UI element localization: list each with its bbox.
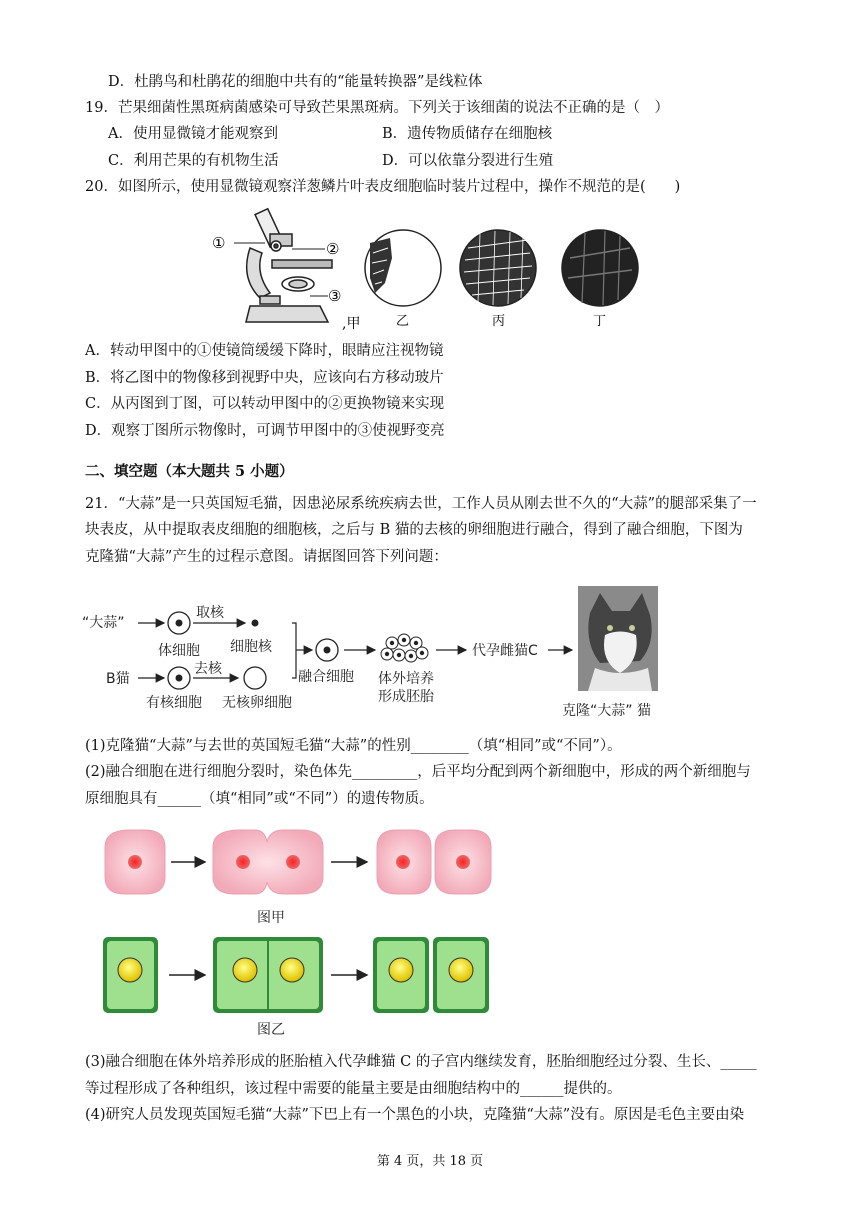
label-two: ②	[326, 240, 340, 258]
animal-cell-2	[213, 830, 323, 894]
q21-p1: (1)克隆猫“大蒜”与去世的英国短毛猫“大蒜”的性别________（填“相同”或“不同”）。	[85, 738, 622, 754]
q20-stem: 20．如图所示，使用显微镜观察洋葱鳞片叶表皮细胞临时装片过程中，操作不规范的是( )	[85, 179, 681, 195]
q19-option-d: D．可以依靠分裂进行生殖	[382, 153, 554, 169]
fig-yi-caption: 图乙	[257, 1022, 285, 1038]
label-bing: 丙	[492, 314, 506, 329]
q19-option-b: B．遗传物质储存在细胞核	[382, 126, 553, 142]
flow-dasuan: “大蒜”	[82, 615, 125, 631]
flow-ti-xibao: 体细胞	[158, 643, 200, 659]
cat-photo	[578, 586, 658, 691]
q21-p2-2: 原细胞具有______（填“相同”或“不同”）的遗传物质。	[85, 791, 434, 807]
page-footer: 第 4 页，共 18 页	[376, 1154, 484, 1169]
flow-wuhe: 无核卵细胞	[222, 695, 292, 711]
q21-p3-2: 等过程形成了各种组织，该过程中需要的能量主要是由细胞结构中的______提供的。	[85, 1081, 622, 1097]
plant-cell-3	[373, 937, 489, 1013]
animal-cell-1	[105, 830, 165, 894]
view-yi	[365, 230, 441, 306]
q19-option-c: C．利用芒果的有机物生活	[108, 153, 279, 169]
animal-cell-3	[377, 830, 491, 894]
label-jia: ,甲	[342, 316, 361, 332]
label-three: ③	[328, 287, 342, 305]
microscope-figure	[210, 198, 660, 334]
q21-stem-1: 21．“大蒜”是一只英国短毛猫，因患泌尿系统疾病去世，工作人员从刚去世不久的“大蒜”的腿部采集了一	[85, 496, 757, 512]
q21-stem-2: 块表皮，从中提取表皮细胞的细胞核，之后与 B 猫的去核的卵细胞进行融合，得到了融合细胞，下图为	[85, 522, 743, 538]
q21-p2-1: (2)融合细胞在进行细胞分裂时，染色体先_________，后平均分配到两个新细胞中，形成的两个新细胞与	[85, 764, 751, 780]
q20-option-a: A．转动甲图中的①使镜筒缓缓下降时，眼睛应注视物镜	[85, 343, 444, 359]
view-ding	[562, 230, 638, 306]
flow-ronghe: 融合细胞	[298, 669, 354, 685]
flow-quhe: 取核	[196, 605, 224, 621]
cloning-flow-diagram	[80, 583, 680, 723]
q20-option-c: C．从丙图到丁图，可以转动甲图中的②更换物镜来实现	[85, 396, 445, 412]
plant-cell-2	[213, 937, 323, 1013]
plant-cell-1	[103, 937, 158, 1013]
q20-option-d: D．观察丁图所示物像时，可调节甲图中的③使视野变亮	[85, 423, 445, 439]
q18-option-d: D．杜鹃鸟和杜鹃花的细胞中共有的“能量转换器”是线粒体	[108, 74, 483, 90]
q21-stem-3: 克隆猫“大蒜”产生的过程示意图。请据图回答下列问题：	[85, 549, 448, 565]
label-ding: 丁	[593, 314, 607, 329]
microscope-jia	[246, 209, 332, 322]
flow-youhe: 有核细胞	[146, 695, 202, 711]
flow-b-mao: B猫	[106, 671, 130, 687]
flow-peiyang-1: 体外培养	[378, 671, 434, 687]
flow-xibaohe: 细胞核	[230, 639, 272, 655]
flow-kelong: 克隆“大蒜” 猫	[562, 703, 651, 719]
q20-option-b: B．将乙图中的物像移到视野中央，应该向右方移动玻片	[85, 370, 444, 386]
embryo-cluster	[381, 634, 428, 662]
flow-quhe2: 去核	[194, 661, 222, 677]
label-one: ①	[212, 234, 226, 252]
section-title: 二、填空题（本大题共 5 小题）	[85, 463, 294, 480]
flow-daiyun: 代孕雌猫C	[472, 643, 538, 659]
q21-p3-1: (3)融合细胞在体外培养形成的胚胎植入代孕雌猫 C 的子宫内继续发育，胚胎细胞经过分裂、生长、_____	[85, 1054, 757, 1070]
view-bing	[460, 230, 536, 306]
fig-jia-caption: 图甲	[257, 910, 285, 926]
label-yi: 乙	[396, 314, 410, 329]
cell-division-figures	[95, 822, 515, 1042]
q19-stem: 19．芒果细菌性黑斑病菌感染可导致芒果黑斑病。下列关于该细菌的说法不正确的是（ ）	[85, 100, 669, 116]
q21-p4-1: (4)研究人员发现英国短毛猫“大蒜”下巴上有一个黑色的小块，克隆猫“大蒜”没有。原因是毛色主要由染	[85, 1107, 745, 1123]
flow-peiyang-2: 形成胚胎	[378, 689, 434, 705]
q19-option-a: A．使用显微镜才能观察到	[108, 126, 278, 142]
